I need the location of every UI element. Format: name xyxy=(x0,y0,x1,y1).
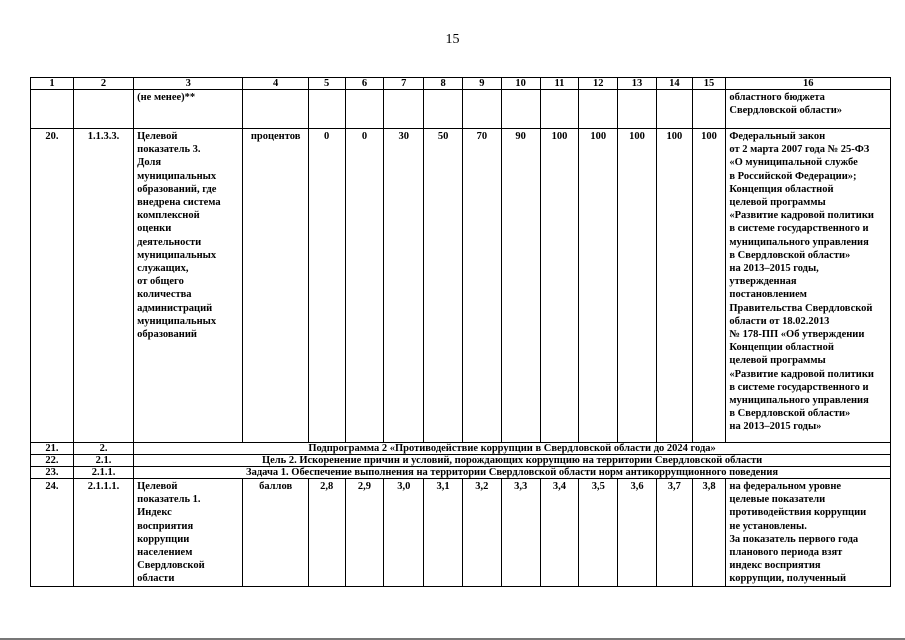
row-code-cell: 1.1.3.3. xyxy=(73,129,133,443)
value-cell: 3,4 xyxy=(540,479,579,587)
row-code-cell: 2.1.1.1. xyxy=(73,479,133,587)
value-cell: 70 xyxy=(462,129,501,443)
value-cell: 3,3 xyxy=(501,479,540,587)
value-cell: 50 xyxy=(424,129,463,443)
column-number: 13 xyxy=(618,78,657,90)
row-number-cell: 22. xyxy=(31,455,74,467)
column-number: 3 xyxy=(134,78,243,90)
value-cell: 100 xyxy=(692,129,726,443)
column-number: 15 xyxy=(692,78,726,90)
value-cell: 2,8 xyxy=(308,479,345,587)
row-number-cell: 23. xyxy=(31,467,74,479)
indicator-name-cell: Целевой показатель 3. Доля муниципальных образований, где внедрена система комплексной оценки деятельности муниципальных служащих, от общего количества администраций муниципальных образований xyxy=(134,129,243,443)
column-number: 4 xyxy=(243,78,308,90)
value-cell: 90 xyxy=(501,129,540,443)
table-row-20 xyxy=(31,129,891,443)
column-number: 6 xyxy=(345,78,384,90)
value-cell: 100 xyxy=(579,129,618,443)
unit-cell: баллов xyxy=(243,479,308,587)
value-cell: 2,9 xyxy=(345,479,384,587)
value-cell: 3,2 xyxy=(462,479,501,587)
indicators-table xyxy=(30,77,891,587)
column-number-row xyxy=(31,78,891,90)
value-cell: 0 xyxy=(308,129,345,443)
row-number-cell: 24. xyxy=(31,479,74,587)
source-cell: на федеральном уровне целевые показатели противодействия коррупции не установлены. За показатель первого года планового периода взят индекс восприятия коррупции, полученный xyxy=(726,479,891,587)
column-number: 8 xyxy=(424,78,463,90)
row-number-cell: 20. xyxy=(31,129,74,443)
row-code-cell: 2.1.1. xyxy=(73,467,133,479)
column-number: 2 xyxy=(73,78,133,90)
indicator-name-cell: Целевой показатель 1. Индекс восприятия коррупции населением Свердловской области xyxy=(134,479,243,587)
value-cell: 3,7 xyxy=(656,479,692,587)
value-cell: 100 xyxy=(656,129,692,443)
column-number: 9 xyxy=(462,78,501,90)
row-code-cell: 2.1. xyxy=(73,455,133,467)
column-number: 7 xyxy=(384,78,424,90)
goal-title: Цель 2. Искоренение причин и условий, порождающих коррупцию на территории Свердловской области xyxy=(134,455,891,467)
page-number: 15 xyxy=(445,32,460,47)
subprogram-title: Подпрограмма 2 «Противодействие коррупции в Свердловской области до 2024 года» xyxy=(134,443,891,455)
table-row-23 xyxy=(31,467,891,479)
value-cell: 3,0 xyxy=(384,479,424,587)
column-number: 12 xyxy=(579,78,618,90)
value-cell: 3,5 xyxy=(579,479,618,587)
value-cell: 0 xyxy=(345,129,384,443)
value-cell: 3,8 xyxy=(692,479,726,587)
unit-cell: процентов xyxy=(243,129,308,443)
table-row-21 xyxy=(31,443,891,455)
value-cell: 100 xyxy=(618,129,657,443)
column-number: 11 xyxy=(540,78,579,90)
value-cell: 3,1 xyxy=(424,479,463,587)
task-title: Задача 1. Обеспечение выполнения на территории Свердловской области норм антикоррупционного поведения xyxy=(134,467,891,479)
table-row-24 xyxy=(31,479,891,587)
column-number: 16 xyxy=(726,78,891,90)
row-number-cell: 21. xyxy=(31,443,74,455)
source-cell: областного бюджета Свердловской области» xyxy=(726,90,891,129)
indicator-name-cell: (не менее)** xyxy=(134,90,243,129)
column-number: 5 xyxy=(308,78,345,90)
value-cell: 3,6 xyxy=(618,479,657,587)
source-cell: Федеральный закон от 2 марта 2007 года № 25-ФЗ «О муниципальной службе в Российской Федерации»; Концепция областной целевой программы «Развитие кадровой политики в системе государственного и муниципального управления в Свердловской области» на 2013–2015 годы, утвержденная постановлением Правительства Свердловской области от 18.02.2013 № 178-ПП «Об утверждении Концепции областной целевой программы «Развитие кадровой политики в системе государственного и муниципального управления в Свердловской области» на 2013–2015 годы» xyxy=(726,129,891,443)
column-number: 10 xyxy=(501,78,540,90)
row-code-cell: 2. xyxy=(73,443,133,455)
table-row-continuation xyxy=(31,90,891,129)
column-number: 14 xyxy=(656,78,692,90)
value-cell: 30 xyxy=(384,129,424,443)
table-row-22 xyxy=(31,455,891,467)
value-cell: 100 xyxy=(540,129,579,443)
column-number: 1 xyxy=(31,78,74,90)
